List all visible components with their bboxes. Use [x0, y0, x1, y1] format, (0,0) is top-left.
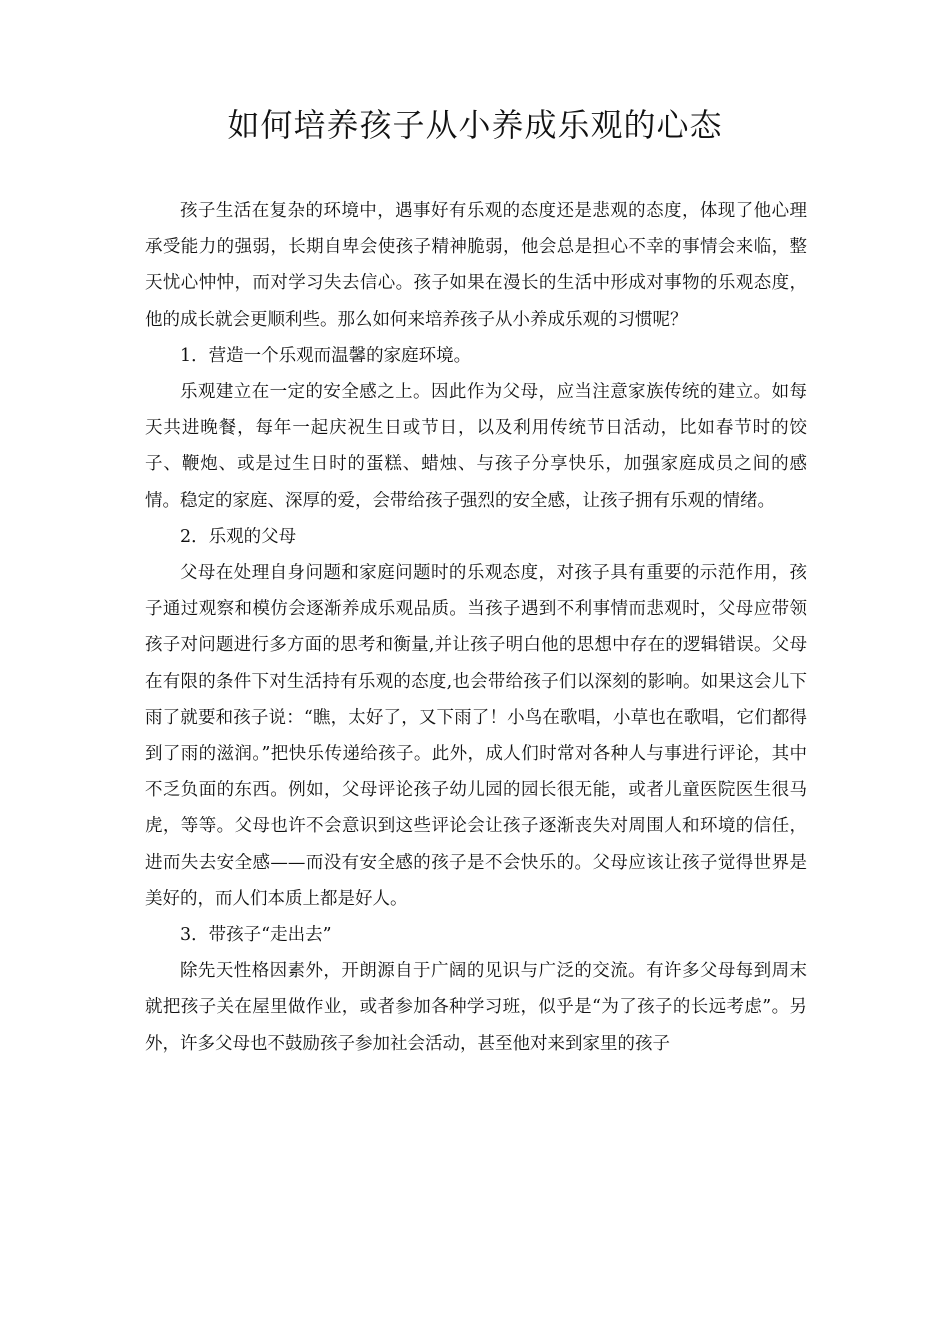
section-1-paragraph: 乐观建立在一定的安全感之上。因此作为父母，应当注意家族传统的建立。如每天共进晚餐，每年一起庆祝生日或节日，以及利用传统节日活动，比如春节时的饺子、鞭炮、或是过生日时的蛋糕、蜡烛、与孩子分享快乐，加强家庭成员之间的感情。稳定的家庭、深厚的爱，会带给孩子强烈的安全感，让孩子拥有乐观的情绪。: [145, 382, 807, 511]
section-heading-3: 3．带孩子“走出去”: [180, 925, 332, 946]
section-heading-1: 1．营造一个乐观而温馨的家庭环境。: [180, 345, 472, 366]
section-heading-2: 2．乐观的父母: [180, 526, 297, 547]
document-title: 如何培养孩子从小养成乐观的心态: [227, 106, 723, 144]
intro-paragraph: 孩子生活在复杂的环境中，遇事好有乐观的态度还是悲观的态度，体现了他心理承受能力的强弱，长期自卑会使孩子精神脆弱，他会总是担心不幸的事情会来临，整天忧心忡忡，而对学习失去信心。孩子如果在漫长的生活中形成对事物的乐观态度，他的成长就会更顺利些。那么如何来培养孩子从小养成乐观的习惯呢？: [145, 201, 807, 330]
section-2-paragraph: 父母在处理自身问题和家庭问题时的乐观态度，对孩子具有重要的示范作用，孩子通过观察和模仿会逐渐养成乐观品质。当孩子遇到不利事情而悲观时，父母应带领孩子对问题进行多方面的思考和衡量,并让孩子明白他的思想中存在的逻辑错误。父母在有限的条件下对生活持有乐观的态度,也会带给孩子们以深刻的影响。如果这会儿下雨了就要和孩子说：“瞧，太好了，又下雨了！小鸟在歌唱，小草也在歌唱，它们都得到了雨的滋润。”把快乐传递给孩子。此外，成人们时常对各种人与事进行评论，其中不乏负面的东西。例如，父母评论孩子幼儿园的园长很无能，或者儿童医院医生很马虎，等等。父母也许不会意识到这些评论会让孩子逐渐丧失对周围人和环境的信任，进而失去安全感——而没有安全感的孩子是不会快乐的。父母应该让孩子觉得世界是美好的，而人们本质上都是好人。: [145, 563, 807, 909]
section-3-paragraph: 除先天性格因素外，开朗源自于广阔的见识与广泛的交流。有许多父母每到周末就把孩子关在屋里做作业，或者参加各种学习班，似乎是“为了孩子的长远考虑”。另外，许多父母也不鼓励孩子参加社会活动，甚至他对来到家里的孩子: [145, 961, 807, 1054]
document-body: [145, 193, 807, 1062]
